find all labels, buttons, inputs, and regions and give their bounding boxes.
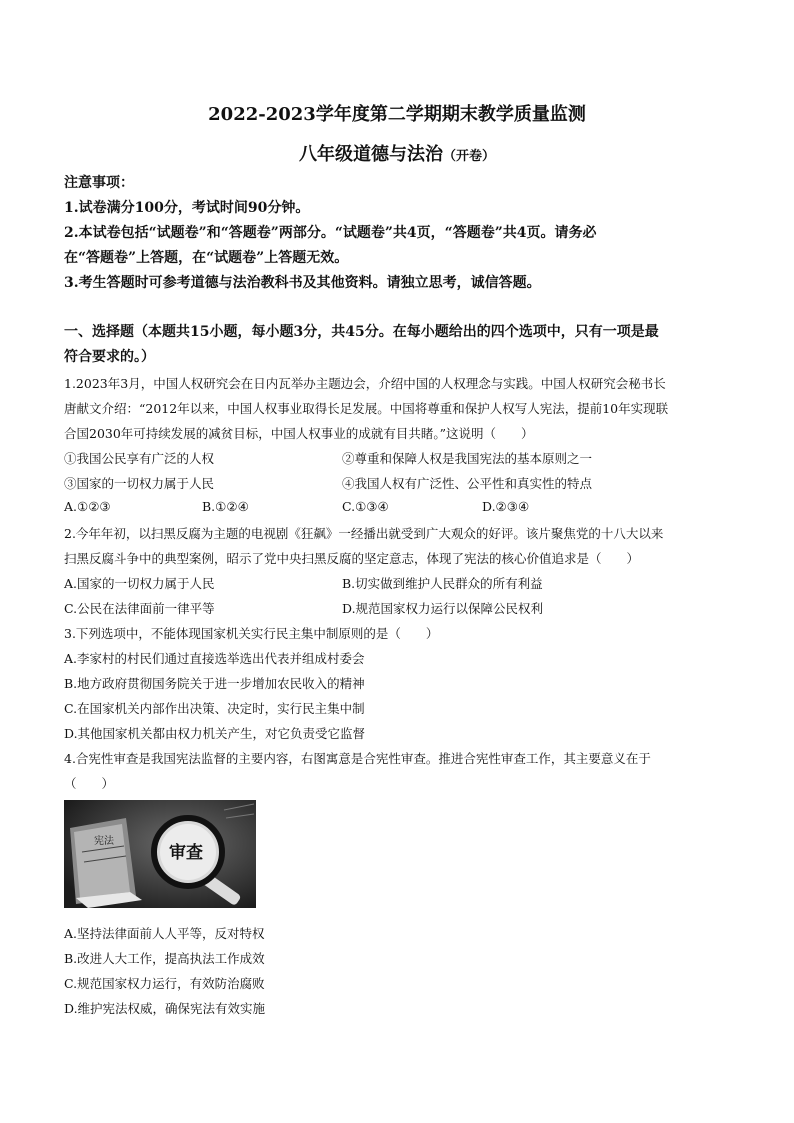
question-1-line: 唐献文介绍：“2012年以来，中国人权事业取得长足发展。中国将尊重和保护人权写人宪法，提前10年实现联 bbox=[64, 401, 669, 416]
exam-title: 2022-2023学年度第二学期期末教学质量监测 bbox=[208, 104, 586, 125]
q3-option-c: C.在国家机关内部作出决策、决定时，实行民主集中制 bbox=[64, 701, 365, 716]
question-2-line: 2.今年年初，以扫黑反腐为主题的电视剧《狂飙》一经播出就受到广大观众的好评。该片聚焦党的十八大以来 bbox=[64, 526, 664, 541]
note-item: 1.试卷满分100分，考试时间90分钟。 bbox=[64, 200, 310, 216]
q2-option-b: B.切实做到维护人民群众的所有利益 bbox=[342, 576, 543, 591]
q2-option-d: D.规范国家权力运行以保障公民权利 bbox=[342, 601, 544, 616]
exam-subject bbox=[0, 140, 794, 166]
constitution-review-image bbox=[64, 800, 256, 908]
question-4-line: 4.合宪性审查是我国宪法监督的主要内容，右图寓意是合宪性审查。推进合宪性审查工作，其主要意义在于 bbox=[64, 751, 651, 766]
question-1-line: 1.2023年3月，中国人权研究会在日内瓦举办主题边会，介绍中国的人权理念与实践。中国人权研究会秘书长 bbox=[64, 376, 666, 391]
subject-note: （开卷） bbox=[442, 149, 495, 164]
q2-option-a: A.国家的一切权力属于人民 bbox=[64, 576, 215, 591]
q1-statement: ②尊重和保障人权是我国宪法的基本原则之一 bbox=[342, 451, 593, 466]
q1-option-b: B.①②④ bbox=[202, 499, 249, 514]
question-4-line: （ ） bbox=[64, 776, 115, 791]
q1-statement: ③国家的一切权力属于人民 bbox=[64, 476, 215, 491]
magnifier-text: 审查 bbox=[169, 843, 203, 863]
note-item: 在“答题卷”上答题，在“试题卷”上答题无效。 bbox=[64, 250, 349, 266]
section-heading: 一、选择题（本题共15小题，每小题3分，共45分。在每小题给出的四个选项中，只有一项是最 bbox=[64, 324, 659, 340]
q1-option-a: A.①②③ bbox=[64, 499, 111, 514]
q3-option-b: B.地方政府贯彻国务院关于进一步增加农民收入的精神 bbox=[64, 676, 365, 691]
notes-heading: 注意事项： bbox=[64, 175, 134, 191]
q4-option-b: B.改进人大工作，提高执法工作成效 bbox=[64, 951, 265, 966]
q3-option-a: A.李家村的村民们通过直接选举选出代表并组成村委会 bbox=[64, 651, 365, 666]
q4-option-c: C.规范国家权力运行，有效防治腐败 bbox=[64, 976, 265, 991]
q4-option-d: D.维护宪法权威，确保宪法有效实施 bbox=[64, 1001, 266, 1016]
q3-option-d: D.其他国家机关都由权力机关产生，对它负责受它监督 bbox=[64, 726, 366, 741]
question-1-line: 合国2030年可持续发展的减贫目标，中国人权事业的成就有目共睹。”这说明（ ） bbox=[64, 426, 534, 441]
note-item: 2.本试卷包括“试题卷”和“答题卷”两部分。“试题卷”共4页，“答题卷”共4页。请务必 bbox=[64, 225, 597, 241]
q1-option-d: D.②③④ bbox=[482, 499, 530, 514]
q1-option-c: C.①③④ bbox=[342, 499, 389, 514]
q1-statement: ①我国公民享有广泛的人权 bbox=[64, 451, 215, 466]
book-title: 宪法 bbox=[94, 836, 114, 847]
subject-name: 八年级道德与法治 bbox=[298, 144, 443, 165]
q2-option-c: C.公民在法律面前一律平等 bbox=[64, 601, 215, 616]
question-3-line: 3.下列选项中，不能体现国家机关实行民主集中制原则的是（ ） bbox=[64, 626, 439, 641]
review-illustration bbox=[64, 800, 256, 908]
note-item: 3.考生答题时可参考道德与法治教科书及其他资料。请独立思考，诚信答题。 bbox=[64, 275, 541, 291]
question-2-line: 扫黑反腐斗争中的典型案例，昭示了党中央扫黑反腐的坚定意志，体现了宪法的核心价值追求是（ ） bbox=[64, 551, 640, 566]
q4-option-a: A.坚持法律面前人人平等，反对特权 bbox=[64, 926, 265, 941]
section-heading-cont: 符合要求的。） bbox=[64, 349, 155, 365]
q1-statement: ④我国人权有广泛性、公平性和真实性的特点 bbox=[342, 476, 593, 491]
